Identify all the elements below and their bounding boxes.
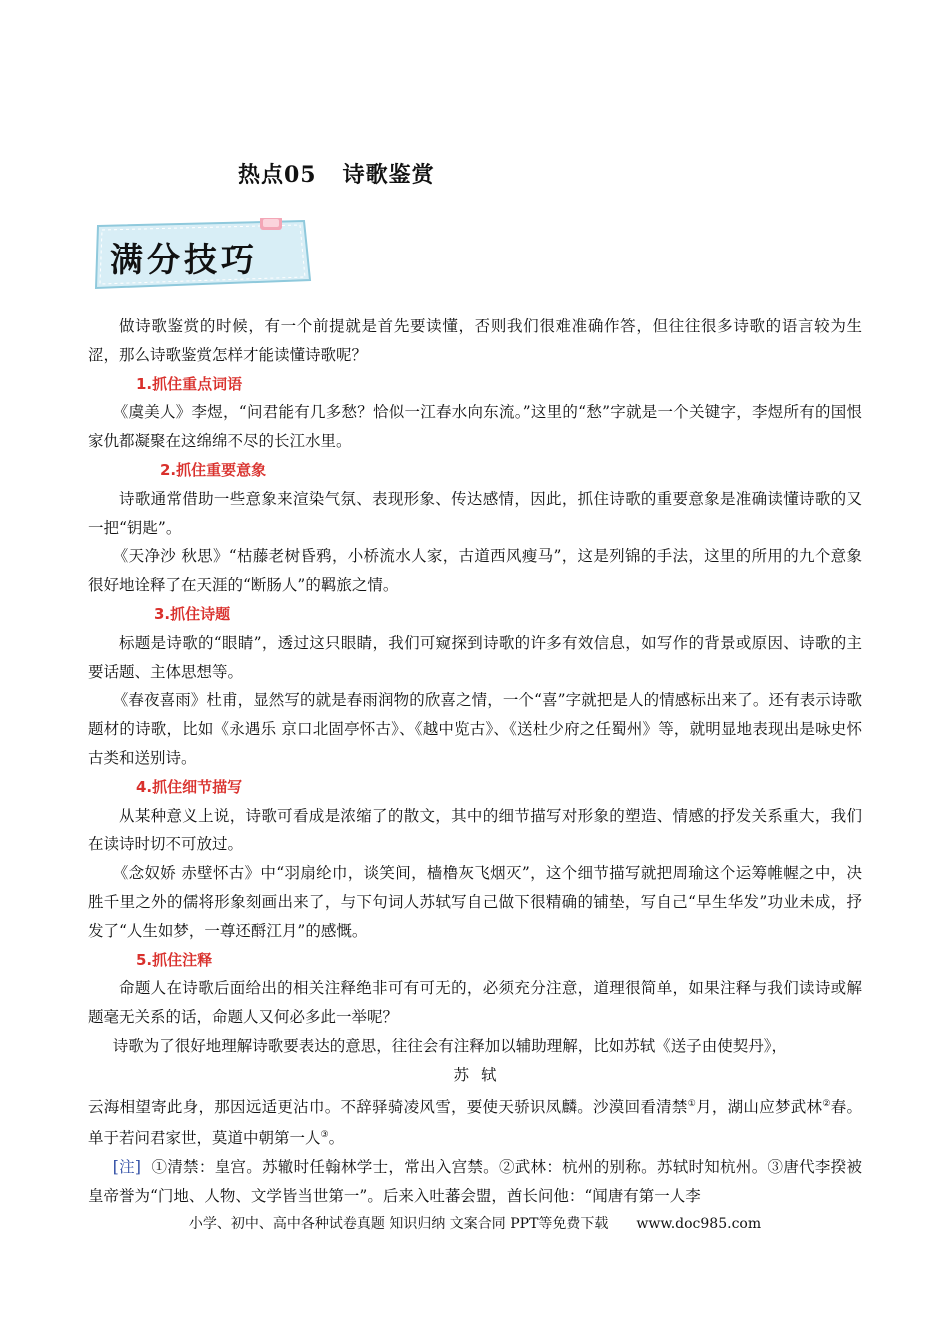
section-badge [92, 218, 314, 292]
heading-title: 3.抓住诗题 [154, 604, 231, 623]
footer-text: 小学、初中、高中各种试卷真题 知识归纳 文案合同 PPT等免费下载 [188, 1216, 609, 1232]
page-title [238, 158, 435, 189]
paragraph: 诗歌通常借助一些意象来渲染气氛、表现形象、传达感情，因此，抓住诗歌的重要意象是准确读懂诗歌的又一把“钥匙”。 [88, 489, 862, 537]
paragraph: 从某种意义上说，诗歌可看成是浓缩了的散文，其中的细节描写对形象的塑造、情感的抒发关系重大，我们在读诗时切不可放过。 [88, 806, 862, 854]
title-text: 诗歌鉴赏 [342, 162, 435, 188]
poem-author: 苏轼 [453, 1065, 509, 1084]
footnote-marker: ② [822, 1098, 831, 1109]
article-body [88, 312, 862, 1211]
paragraph: 《念奴娇 赤壁怀古》中“羽扇纶巾，谈笑间，樯橹灰飞烟灭”，这个细节描写就把周瑜这个运筹帷幄之中，决胜千里之外的儒将形象刻画出来了，与下句词人苏轼写自己做下很精确的铺垫，写自己“早生华发”功业未成，抒发了“人生如梦，一尊还酹江月”的感慨。 [88, 864, 862, 940]
badge-label: 满分技巧 [110, 240, 258, 279]
poem-notes [88, 1153, 862, 1211]
paragraph: 命题人在诗歌后面给出的相关注释绝非可有可无的，必须充分注意，道理很简单，如果注释与我们读诗或解题毫无关系的话，命题人又何必多此一举呢？ [88, 979, 862, 1027]
paragraph: 诗歌为了很好地理解诗歌要表达的意思，往往会有注释加以辅助理解，比如苏轼《送子由使契丹》， [112, 1036, 788, 1055]
heading-notes: 5.抓住注释 [136, 950, 213, 969]
paragraph: 《虞美人》李煜，“问君能有几多愁？恰似一江春水向东流。”这里的“愁”字就是一个关键字，李煜所有的国恨家仇都凝聚在这绵绵不尽的长江水里。 [88, 403, 862, 451]
footer-site-link[interactable]: www.doc985.com [636, 1216, 762, 1232]
footnote-marker: ① [687, 1098, 697, 1109]
paperclip-icon [260, 218, 282, 230]
intro-paragraph: 做诗歌鉴赏的时候，有一个前提就是首先要读懂，否则我们很难准确作答，但往往很多诗歌的语言较为生涩，那么诗歌鉴赏怎样才能读懂诗歌呢？ [88, 317, 862, 364]
note-tag: [注] [112, 1158, 141, 1177]
heading-details: 4.抓住细节描写 [136, 777, 243, 796]
paragraph: 《春夜喜雨》杜甫，显然写的就是春雨润物的欣喜之情，一个“喜”字就把是人的情感标出来了。还有表示诗歌题材的诗歌，比如《永遇乐 京口北固亭怀古》、《越中览古》、《送杜少府之任蜀州》等，就明显地表现出是咏史怀古类和送别诗。 [88, 691, 862, 767]
paragraph: 《天净沙 秋思》“枯藤老树昏鸦，小桥流水人家，古道西风瘦马”，这是列锦的手法，这里的所用的九个意象很好地诠释了在天涯的“断肠人”的羁旅之情。 [88, 547, 862, 595]
heading-imagery: 2.抓住重要意象 [160, 460, 267, 479]
footnote-marker: ③ [320, 1130, 329, 1141]
poem-text: 云海相望寄此身，那因远适更沾巾。不辞驿骑凌风雪，要使天骄识凤麟。沙漠回看清禁①月，湖山应梦武林②春。单于若问君家世，莫道中朝第一人③。 [88, 1097, 862, 1148]
note-text: ①清禁：皇宫。苏辙时任翰林学士，常出入宫禁。②武林：杭州的别称。苏轼时知杭州。③唐代李揆被皇帝誉为“门地、人物、文学皆当世第一”。后来入吐蕃会盟，酋长问他：“闻唐有第一人李 [88, 1158, 862, 1206]
paragraph: 标题是诗歌的“眼睛”，透过这只眼睛，我们可窥探到诗歌的许多有效信息，如写作的背景或原因、诗歌的主要话题、主体思想等。 [88, 633, 862, 681]
page-footer [0, 1213, 950, 1233]
title-number: 热点05 [238, 162, 317, 188]
heading-keywords: 1.抓住重点词语 [136, 374, 243, 393]
